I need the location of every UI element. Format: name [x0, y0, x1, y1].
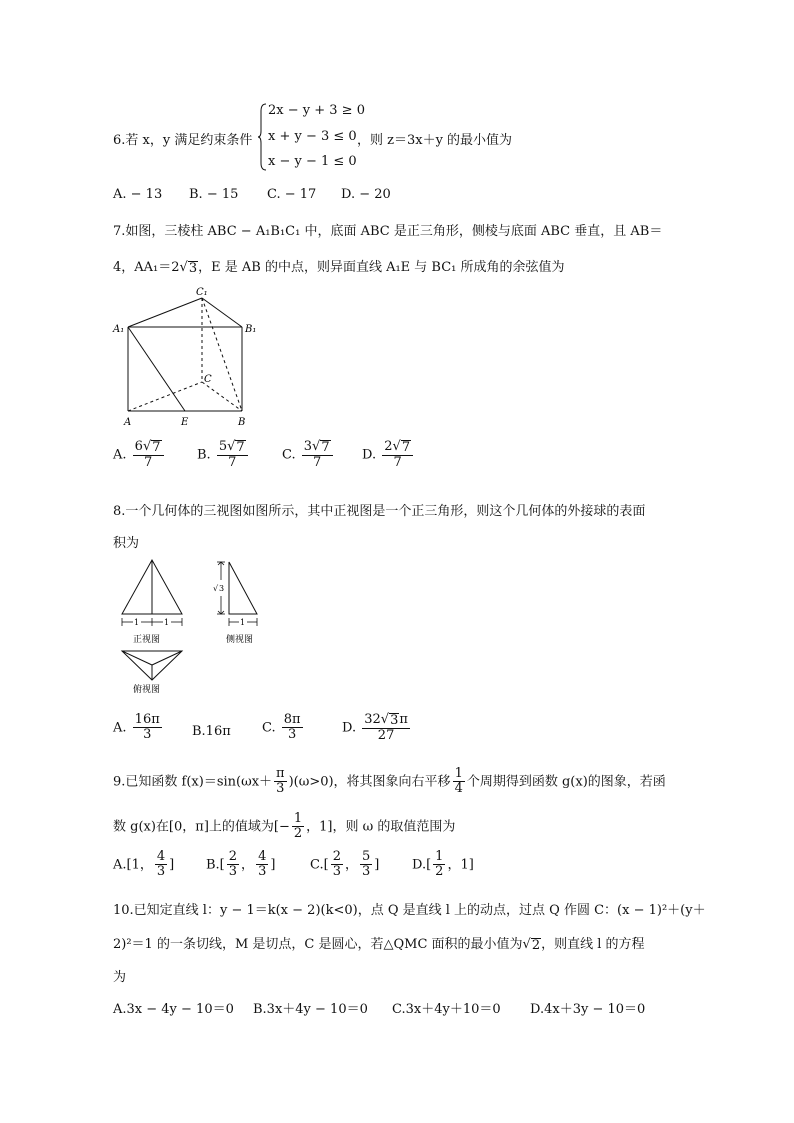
q8-stem-line-2: 积为 — [113, 536, 140, 551]
q10-option-a: A.3x − 4y − 10＝0 — [113, 1002, 234, 1017]
q9-stem-line-2 — [113, 812, 455, 842]
q9-b-mid: ， — [241, 857, 255, 873]
label-c1: C₁ — [196, 287, 208, 298]
frac-den: 7 — [228, 454, 237, 470]
frac-den: 3 — [143, 727, 152, 743]
frac-num: 1 — [454, 766, 463, 781]
edge-c1-b1 — [202, 298, 242, 327]
frac-num: 2 — [332, 849, 341, 864]
sqrt-radicand: 2 — [531, 938, 541, 953]
q6-option-a: A. − 13 — [113, 187, 163, 202]
side-view-label: 侧视图 — [226, 635, 254, 645]
q7-stem-line-2b: ，E 是 AB 的中点，则异面直线 A₁E 与 BC₁ 所成角的余弦值为 — [198, 260, 565, 275]
q6-stem-prefix: 6.若 x，y 满足约束条件 — [113, 133, 253, 148]
sqrt-7: √ 7 — [227, 439, 245, 455]
q10-l2-a: 2)²＝1 的一条切线，M 是切点，C 是圆心，若△QMC 面积的最小值为 — [113, 937, 523, 952]
pi-symbol: π — [399, 712, 408, 727]
fraction — [433, 850, 445, 880]
q9-b-post: ] — [270, 857, 276, 873]
q9-c-pre: C.[ — [310, 857, 329, 873]
sqrt-radicand: 3 — [188, 261, 198, 276]
frac-den: 3 — [258, 864, 267, 880]
q9-c-mid: ， — [344, 857, 358, 873]
label-b: B — [238, 417, 246, 428]
q8-stem-line-1: 8.一个几何体的三视图如图所示，其中正视图是一个正三角形，则这个几何体的外接球的表面 — [113, 504, 646, 519]
frac-num: 16π — [134, 712, 160, 727]
q9-option-a — [113, 850, 174, 880]
q9-l1-b: )(ω>0)，将其图象向右平移 — [288, 774, 451, 790]
q9-l1-c: 个周期得到函数 g(x)的图象，若函 — [466, 774, 666, 790]
sqrt-3: √ 3 — [380, 712, 399, 728]
q9-stem-line-1 — [113, 767, 666, 797]
q7-option-c — [282, 440, 335, 470]
q10-option-d: D.4x＋3y − 10＝0 — [530, 1002, 646, 1017]
q9-c-post: ] — [374, 857, 380, 873]
frac-coef: 2 — [384, 439, 393, 454]
q9-d-pre: D.[ — [412, 857, 432, 873]
frac-num: 5 — [361, 849, 371, 864]
q8-option-c-letter: C. — [262, 720, 276, 736]
sqrt-2: √ 2 — [522, 937, 541, 953]
fraction — [274, 767, 287, 797]
q9-a-pre: A.[1， — [113, 857, 153, 873]
frac-den: 3 — [288, 727, 297, 743]
q10-l2-b: ，则直线 l 的方程 — [541, 937, 645, 952]
prism-figure — [110, 285, 270, 430]
q9-l2-a: 数 g(x)在[0，π]上的值域为[− — [113, 819, 290, 835]
top-view-line-left — [122, 651, 152, 665]
frac-coef: 3 — [303, 439, 313, 454]
frac-num: 4 — [156, 849, 166, 864]
fraction — [282, 713, 303, 743]
q7-option-b — [197, 440, 250, 470]
q9-option-b — [206, 850, 275, 880]
fraction — [362, 713, 410, 743]
fraction — [382, 440, 413, 470]
frac-den: 7 — [143, 454, 153, 470]
top-view-line-right — [152, 651, 182, 665]
q8-option-b: B.16π — [192, 724, 231, 739]
q10-option-b: B.3x＋4y − 10＝0 — [253, 1002, 368, 1017]
edge-a1-c1 — [128, 298, 202, 327]
fraction — [227, 850, 239, 880]
dim-one-right: 1 — [164, 618, 170, 627]
q9-option-d — [412, 850, 474, 880]
q8-option-a-letter: A. — [113, 720, 127, 736]
frac-den: 7 — [393, 454, 402, 470]
frac-num: 1 — [293, 811, 303, 826]
front-view-label: 正视图 — [133, 635, 161, 645]
q9-l2-b: ，1]，则 ω 的取值范围为 — [306, 819, 456, 835]
q7-option-a-letter: A. — [113, 447, 127, 463]
label-e: E — [181, 417, 189, 428]
fraction — [292, 812, 304, 842]
frac-den: 3 — [361, 864, 371, 880]
q9-d-post: ，1] — [447, 857, 474, 873]
q9-a-post: ] — [169, 857, 175, 873]
q6-constraint-3: x − y − 1 ≤ 0 — [268, 154, 357, 169]
sqrt-7: √ 7 — [142, 439, 161, 455]
sqrt-radicand: 3 — [390, 713, 399, 728]
q9-l1-a: 9.已知函数 f(x)＝sin(ωx＋ — [113, 774, 273, 790]
sqrt-radicand: 7 — [152, 440, 161, 455]
q6-constraint-2: x + y − 3 ≤ 0 — [268, 129, 357, 144]
q6-option-c: C. − 17 — [267, 187, 317, 202]
fraction — [360, 850, 372, 880]
q8-option-a — [113, 713, 164, 743]
q6-option-d: D. − 20 — [341, 187, 391, 202]
q10-stem-line-1: 10.已知定直线 l：y − 1＝k(x − 2)(k<0)，点 Q 是直线 l 上的动点，过点 Q 作圆 C：(x − 1)²＋(y＋ — [113, 903, 706, 918]
label-a1: A₁ — [113, 324, 125, 335]
segment-b-c1 — [202, 298, 242, 411]
q6-stem-suffix: ，则 z＝3x＋y 的最小值为 — [357, 133, 513, 148]
fraction — [331, 850, 343, 880]
frac-num: π — [276, 766, 285, 781]
fraction — [453, 767, 465, 797]
fraction — [133, 440, 164, 470]
frac-num: 1 — [435, 849, 444, 864]
fraction — [256, 850, 268, 880]
frac-den: 7 — [313, 454, 322, 470]
sqrt-7: √ 7 — [392, 439, 411, 455]
frac-coef: 5 — [218, 439, 228, 454]
frac-den: 4 — [454, 781, 463, 797]
q7-option-d — [362, 440, 415, 470]
q8-option-d — [342, 713, 412, 743]
edge-a-c — [128, 382, 202, 411]
left-brace-icon — [257, 103, 267, 171]
edge-c-b — [202, 382, 242, 411]
label-b1: B₁ — [245, 324, 257, 335]
frac-den: 3 — [156, 864, 166, 880]
sqrt-7: √ 7 — [312, 439, 330, 455]
fraction — [155, 850, 167, 880]
q9-b-pre: B.[ — [206, 857, 225, 873]
sqrt-radicand: 7 — [401, 440, 411, 455]
q10-option-c: C.3x＋4y＋10＝0 — [392, 1002, 501, 1017]
q7-option-a — [113, 440, 166, 470]
q9-option-c — [310, 850, 379, 880]
q7-option-d-letter: D. — [362, 447, 377, 463]
dim-sqrt-radicand: 3 — [219, 584, 225, 593]
label-a: A — [124, 417, 132, 428]
q7-stem-line-2a: 4，AA₁＝2 — [113, 260, 180, 275]
q10-stem-line-2 — [113, 933, 645, 953]
q8-option-c — [262, 713, 305, 743]
q7-option-b-letter: B. — [197, 447, 211, 463]
q7-option-c-letter: C. — [282, 447, 296, 463]
q6-constraint-1: 2x − y + 3 ≥ 0 — [268, 103, 365, 118]
frac-den: 3 — [228, 864, 238, 880]
dim-sqrt-sign: √ — [213, 584, 219, 593]
side-view-triangle — [229, 562, 257, 614]
q7-stem-line-2 — [113, 256, 565, 276]
q7-stem-line-1: 7.如图，三棱柱 ABC − A₁B₁C₁ 中，底面 ABC 是正三角形，侧棱与底面 ABC 垂直，且 AB＝ — [113, 224, 663, 239]
fraction — [217, 440, 248, 470]
top-view-label: 俯视图 — [133, 685, 161, 695]
three-view-figure — [116, 556, 276, 696]
frac-den: 2 — [293, 826, 303, 842]
sqrt-radicand: 7 — [236, 440, 245, 455]
frac-den: 27 — [377, 727, 395, 743]
fraction — [302, 440, 333, 470]
sqrt-3: √ 3 — [179, 260, 198, 276]
label-c: C — [204, 374, 212, 385]
fraction — [133, 713, 162, 743]
frac-den: 3 — [276, 781, 285, 797]
q10-stem-line-3: 为 — [113, 970, 127, 985]
frac-num: 2 — [228, 849, 238, 864]
frac-num: 8π — [283, 712, 301, 727]
q6-option-b: B. − 15 — [189, 187, 239, 202]
q8-option-d-letter: D. — [342, 720, 357, 736]
frac-coef: 6 — [134, 439, 143, 454]
sqrt-radicand: 7 — [321, 440, 330, 455]
frac-den: 2 — [435, 864, 444, 880]
frac-num: 4 — [258, 849, 267, 864]
frac-den: 3 — [332, 864, 341, 880]
frac-coef: 32 — [364, 712, 381, 727]
dim-one-left: 1 — [134, 618, 140, 627]
dim-one-side: 1 — [240, 618, 246, 627]
segment-a1-e — [128, 327, 185, 411]
